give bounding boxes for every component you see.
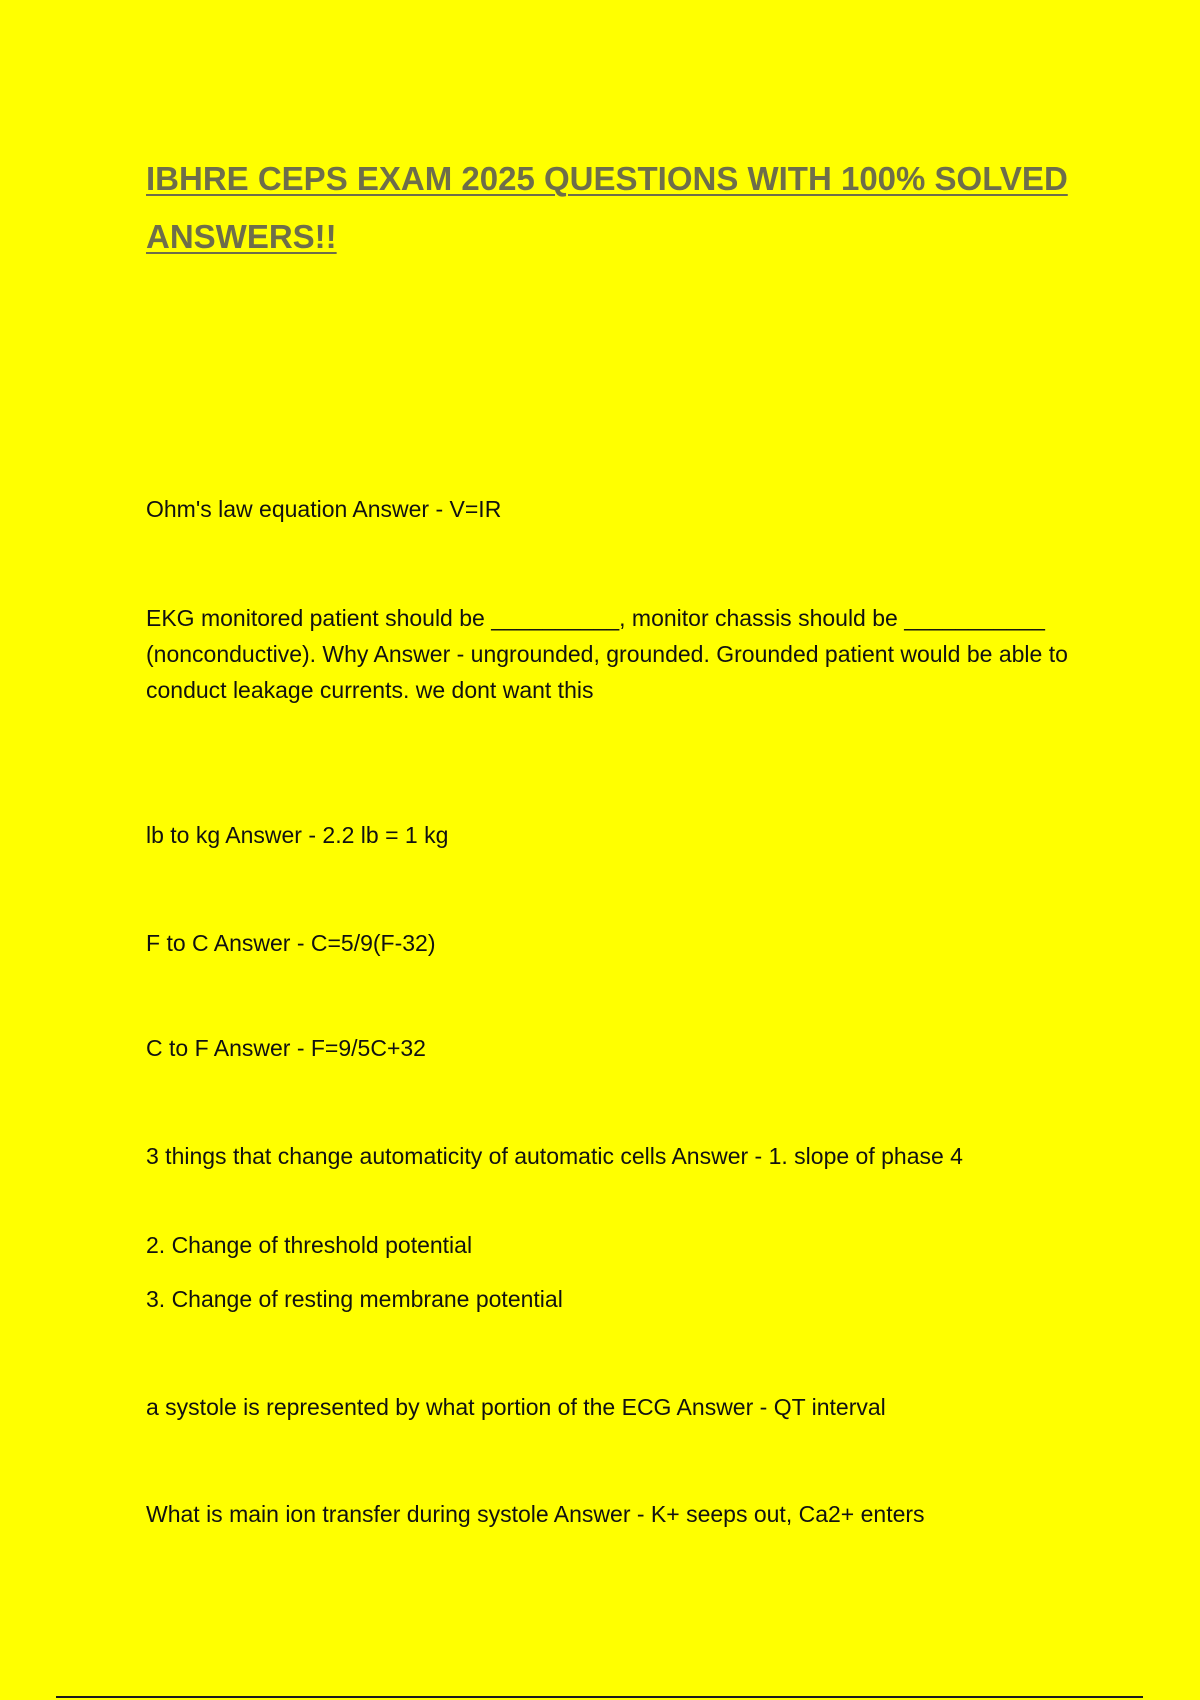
qa-automaticity-item-3: 3. Change of resting membrane potential	[146, 1286, 563, 1312]
qa-c-to-f: C to F Answer - F=9/5C+32	[146, 1035, 426, 1061]
qa-systole-ecg: a systole is represented by what portion of the ECG Answer - QT interval	[146, 1394, 886, 1420]
qa-lb-to-kg: lb to kg Answer - 2.2 lb = 1 kg	[146, 822, 449, 848]
qa-automaticity: 3 things that change automaticity of automatic cells Answer - 1. slope of phase 4	[146, 1143, 963, 1169]
document-title: IBHRE CEPS EXAM 2025 QUESTIONS WITH 100% SOLVED ANSWERS!!	[146, 160, 1068, 255]
qa-ekg-grounding: EKG monitored patient should be __________, monitor chassis should be ___________ (nonconductive). Why Answer - ungrounded, grounded. Grounded patient would be able to conduct leakage currents. we dont want this	[146, 605, 1068, 703]
qa-automaticity-item-2: 2. Change of threshold potential	[146, 1232, 473, 1258]
qa-ohms-law: Ohm's law equation Answer - V=IR	[146, 496, 502, 522]
qa-systole-ion-transfer: What is main ion transfer during systole Answer - K+ seeps out, Ca2+ enters	[146, 1501, 925, 1527]
qa-f-to-c: F to C Answer - C=5/9(F-32)	[146, 930, 436, 956]
footer-divider	[56, 1696, 1143, 1698]
